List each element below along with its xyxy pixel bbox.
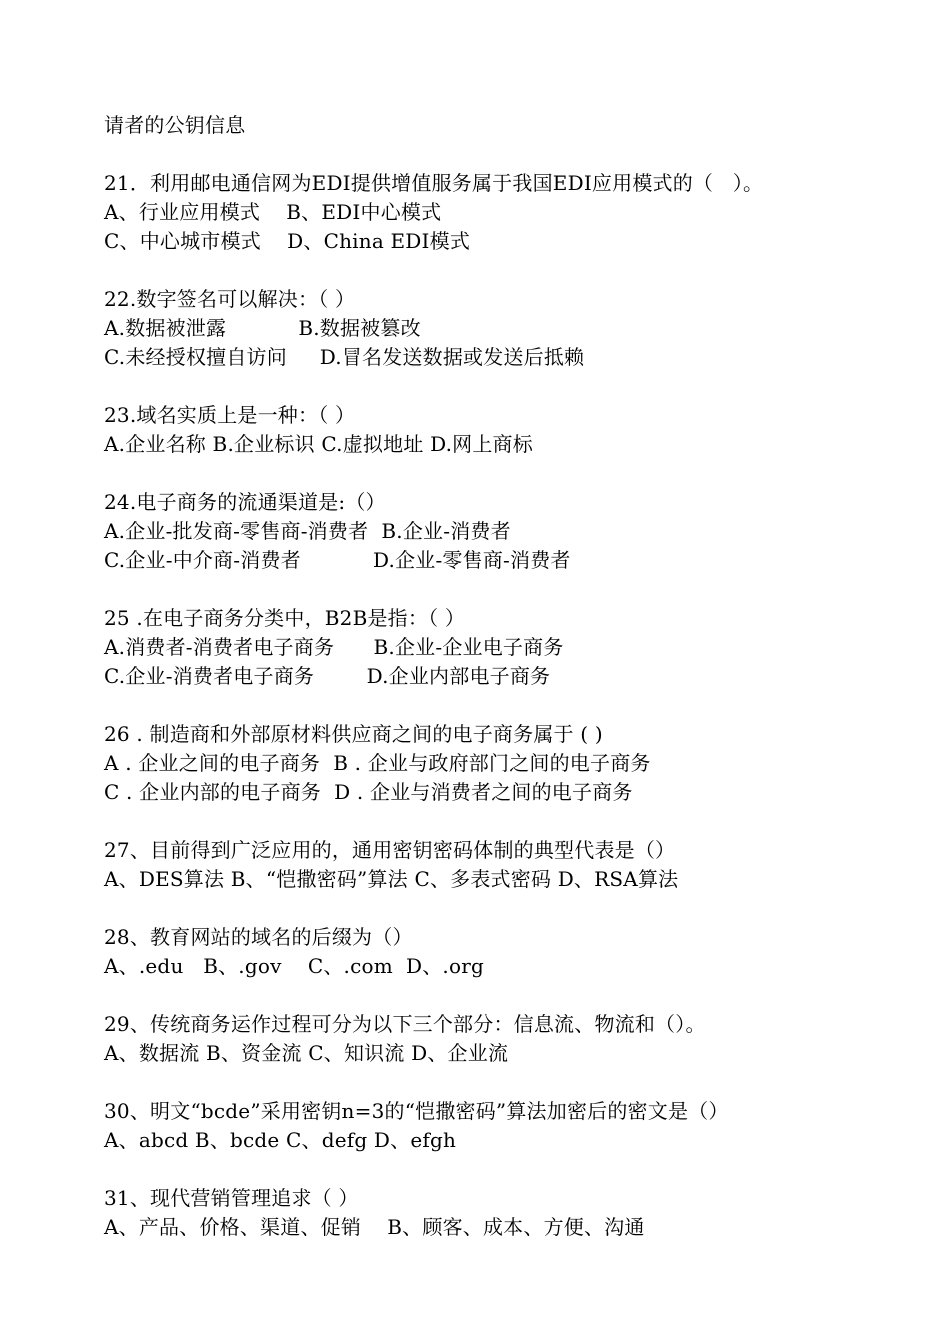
question-options: A、abcd B、bcde C、defg D、efgh bbox=[104, 1128, 457, 1152]
question-options: C.企业-消费者电子商务 D.企业内部电子商务 bbox=[104, 664, 551, 688]
question-24 bbox=[104, 488, 924, 575]
spacer bbox=[104, 575, 924, 604]
spacer bbox=[104, 459, 924, 488]
spacer bbox=[104, 140, 924, 169]
spacer bbox=[104, 894, 924, 923]
question-options: C.未经授权擅自访问 D.冒名发送数据或发送后抵赖 bbox=[104, 345, 585, 369]
question-stem: 27、目前得到广泛应用的，通用密钥密码体制的典型代表是（） bbox=[104, 838, 676, 862]
spacer bbox=[104, 256, 924, 285]
question-options: A、.edu B、.gov C、.com D、.org bbox=[104, 954, 484, 978]
question-options: A.数据被泄露 B.数据被篡改 bbox=[104, 316, 421, 340]
question-options: A、行业应用模式 B、EDI中心模式 bbox=[104, 200, 442, 224]
question-stem: 30、明文“bcde”采用密钥n=3的“恺撒密码”算法加密后的密文是（） bbox=[104, 1099, 729, 1123]
question-options: C.企业-中介商-消费者 D.企业-零售商-消费者 bbox=[104, 548, 571, 572]
question-options: A、DES算法 B、“恺撒密码”算法 C、多表式密码 D、RSA算法 bbox=[104, 867, 679, 891]
question-stem: 25 .在电子商务分类中，B2B是指：（ ） bbox=[104, 606, 466, 630]
spacer bbox=[104, 691, 924, 720]
question-options: C . 企业内部的电子商务 D . 企业与消费者之间的电子商务 bbox=[104, 780, 633, 804]
question-options: A.企业名称 B.企业标识 C.虚拟地址 D.网上商标 bbox=[104, 432, 533, 456]
question-options: A.消费者-消费者电子商务 B.企业-企业电子商务 bbox=[104, 635, 564, 659]
question-stem: 29、传统商务运作过程可分为以下三个部分：信息流、物流和（）。 bbox=[104, 1012, 706, 1036]
question-23 bbox=[104, 401, 924, 459]
question-options: A、数据流 B、资金流 C、知识流 D、企业流 bbox=[104, 1041, 509, 1065]
question-27 bbox=[104, 836, 924, 894]
spacer bbox=[104, 372, 924, 401]
spacer bbox=[104, 1155, 924, 1184]
question-stem: 23.域名实质上是一种：（ ） bbox=[104, 403, 356, 427]
question-options: A、产品、价格、渠道、促销 B、顾客、成本、方便、沟通 bbox=[104, 1215, 645, 1239]
question-stem: 21．利用邮电通信网为EDI提供增值服务属于我国EDI应用模式的（ ）。 bbox=[104, 171, 764, 195]
question-25 bbox=[104, 604, 924, 691]
question-stem: 22.数字签名可以解决：（ ） bbox=[104, 287, 356, 311]
question-21 bbox=[104, 169, 924, 256]
question-28 bbox=[104, 923, 924, 981]
spacer bbox=[104, 1068, 924, 1097]
question-options: C、中心城市模式 D、China EDI模式 bbox=[104, 229, 471, 253]
question-stem: 31、现代营销管理追求（ ） bbox=[104, 1186, 359, 1210]
question-30 bbox=[104, 1097, 924, 1155]
question-31 bbox=[104, 1184, 924, 1242]
question-29 bbox=[104, 1010, 924, 1068]
lead-line: 请者的公钥信息 bbox=[104, 113, 246, 137]
question-stem: 26 . 制造商和外部原材料供应商之间的电子商务属于 ( ) bbox=[104, 722, 603, 746]
document-page bbox=[104, 111, 924, 1242]
question-26 bbox=[104, 720, 924, 807]
spacer bbox=[104, 807, 924, 836]
question-22 bbox=[104, 285, 924, 372]
question-stem: 28、教育网站的域名的后缀为（） bbox=[104, 925, 413, 949]
spacer bbox=[104, 981, 924, 1010]
question-options: A.企业-批发商-零售商-消费者 B.企业-消费者 bbox=[104, 519, 511, 543]
question-options: A . 企业之间的电子商务 B . 企业与政府部门之间的电子商务 bbox=[104, 751, 651, 775]
question-stem: 24.电子商务的流通渠道是:（） bbox=[104, 490, 386, 514]
